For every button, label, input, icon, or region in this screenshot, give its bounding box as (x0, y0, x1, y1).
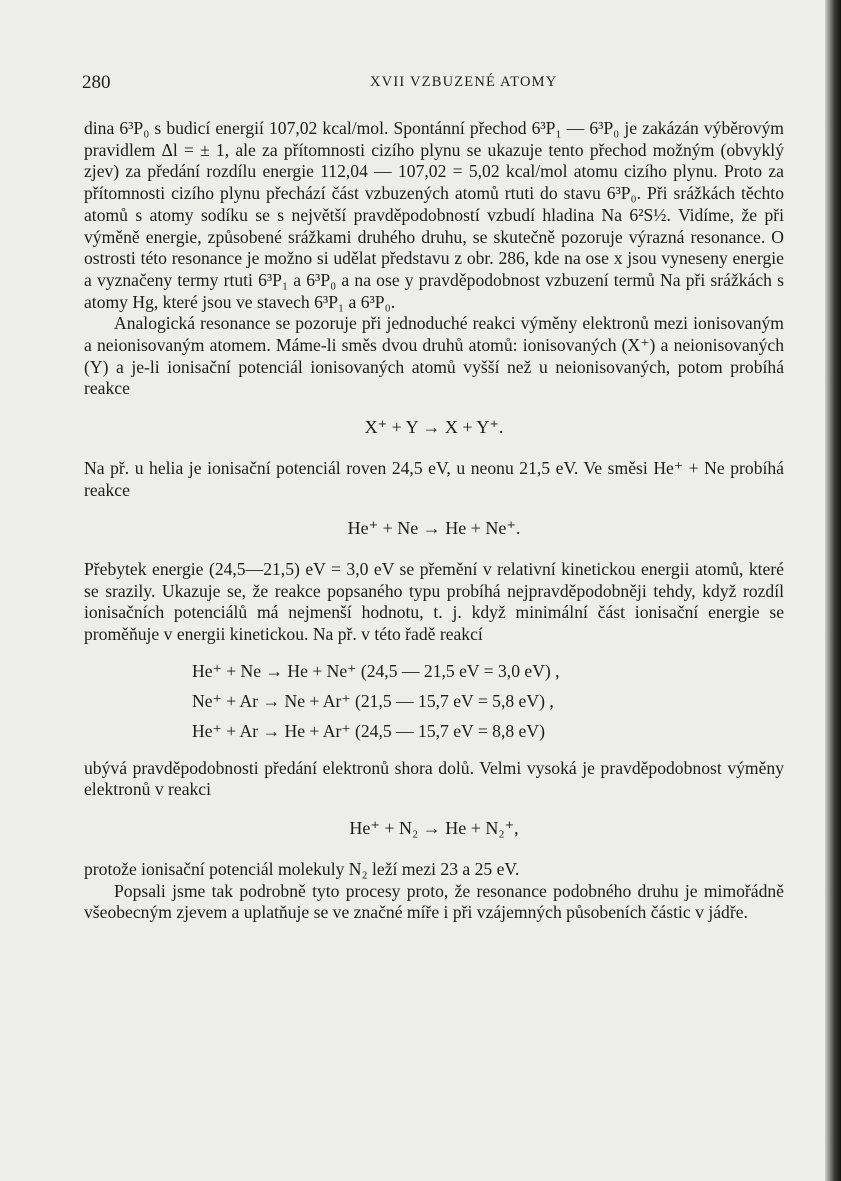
equation-2: He⁺ + Ne → He + Ne⁺. (347, 518, 521, 539)
paragraph-1: dina 6³P₀ s budicí energií 107,02 kcal/mol. Spontánní přechod 6³P₁ — 6³P₀ je zakázán výběrovým pravidlem Δl = ± 1, ale za přítomnosti cizího plynu se ukazuje tento přechod možným (obvyklý zjev) za předání rozdílu energie 112,04 — 107,02 = 5,02 kcal/mol atomu cizího plynu. Proto za přítomnosti cizího plynu přechází část vzbuzených atomů rtuti do stavu 6³P₀. Při srážkách těchto atomů s atomy sodíku se s největší pravděpodobností vzbudí hladina Na 6²S½. Vidíme, že při výměně energie, způsobené srážkami druhého druhu, se skutečně pozoruje výrazná resonance. O ostrosti této resonance je možno si udělat představu z obr. 286, kde na ose x jsou vyneseny energie a vyznačeny termy rtuti 6³P₁ a 6³P₀ a na ose y pravděpodobnost vzbuzení termů Na při srážkách s atomy Hg, které jsou ve stavech 6³P₁ a 6³P₀. (84, 118, 784, 312)
paragraph-7: Popsali jsme tak podrobně tyto procesy proto, že resonance podobného druhu je mimořádně všeobecným zjevem a uplatňuje se ve značné míře i při vzájemných působeních částic v jádře. (84, 880, 784, 923)
page-header (82, 72, 772, 96)
reaction-3: He⁺ + Ar → He + Ar⁺ (24,5 — 15,7 eV = 8,8 eV) (192, 720, 545, 741)
paragraph-4: Přebytek energie (24,5—21,5) eV = 3,0 eV se přemění v relativní kinetickou energii atomů, které se srazily. Ukazuje se, že reakce popsaného typu probíhá nejpravděpodobněji tehdy, když rozdíl ionisačních potenciálů má nejmenší hodnotu, t. j. když minimální část ionisační energie se proměňuje v energii kinetickou. Na př. v této řadě reakcí (84, 558, 784, 645)
reaction-2: Ne⁺ + Ar → Ne + Ar⁺ (21,5 — 15,7 eV = 5,8 eV) , (192, 690, 554, 711)
equation-3: He⁺ + N₂ → He + N₂⁺, (349, 818, 519, 839)
reaction-1: He⁺ + Ne → He + Ne⁺ (24,5 — 21,5 eV = 3,0 eV) , (192, 660, 560, 681)
book-spine-shadow (825, 0, 841, 1181)
paragraph-2: Analogická resonance se pozoruje při jednoduché reakci výměny elektronů mezi ionisovaným a neionisovaným atomem. Máme-li směs dvou druhů atomů: ionisovaných (X⁺) a neionisovaných (Y) a je-li ionisační potenciál ionisovaných atomů vyšší než u neionisovaných, potom probíhá reakce (84, 313, 784, 399)
paragraph-5: ubývá pravděpodobnosti předání elektronů shora dolů. Velmi vysoká je pravděpodobnost výměny elektronů v reakci (84, 757, 784, 800)
reaction-list (192, 656, 784, 746)
equation-1: X⁺ + Y → X + Y⁺. (364, 417, 504, 438)
page-body (84, 118, 784, 924)
paragraph-3: Na př. u helia je ionisační potenciál roven 24,5 eV, u neonu 21,5 eV. Ve směsi He⁺ + Ne probíhá reakce (84, 457, 784, 500)
page-number: 280 (82, 72, 111, 93)
paragraph-6: protože ionisační potenciál molekuly N₂ leží mezi 23 a 25 eV. (84, 858, 520, 879)
running-title: XVII VZBUZENÉ ATOMY (370, 74, 558, 90)
